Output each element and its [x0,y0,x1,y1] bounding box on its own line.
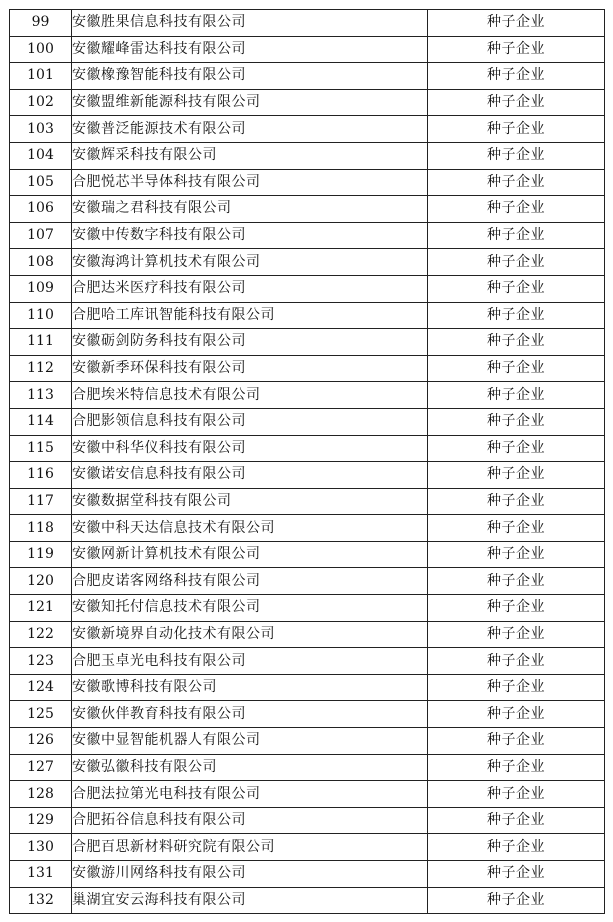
table-row [10,728,605,755]
table-row [10,222,605,249]
category-cell: 种子企业 [428,595,605,622]
row-number-cell: 116 [10,462,72,489]
table-row [10,382,605,409]
category-cell: 种子企业 [428,728,605,755]
table-row [10,861,605,888]
row-number-cell: 110 [10,302,72,329]
company-list-table [9,9,605,914]
category-cell: 种子企业 [428,435,605,462]
table-row [10,10,605,37]
category-cell: 种子企业 [428,302,605,329]
company-name-cell: 安徽中科天达信息技术有限公司 [72,515,428,542]
table-row [10,887,605,914]
row-number-cell: 100 [10,36,72,63]
table-row [10,515,605,542]
row-number-cell: 126 [10,728,72,755]
category-cell: 种子企业 [428,116,605,143]
company-name-cell: 安徽耀峰雷达科技有限公司 [72,36,428,63]
table-row [10,621,605,648]
row-number-cell: 124 [10,674,72,701]
category-cell: 种子企业 [428,275,605,302]
company-name-cell: 安徽新境界自动化技术有限公司 [72,621,428,648]
row-number-cell: 120 [10,568,72,595]
row-number-cell: 102 [10,89,72,116]
table-row [10,701,605,728]
category-cell: 种子企业 [428,142,605,169]
category-cell: 种子企业 [428,355,605,382]
table-row [10,781,605,808]
company-name-cell: 安徽数据堂科技有限公司 [72,488,428,515]
table-row [10,36,605,63]
category-cell: 种子企业 [428,329,605,356]
company-name-cell: 安徽中显智能机器人有限公司 [72,728,428,755]
row-number-cell: 108 [10,249,72,276]
row-number-cell: 113 [10,382,72,409]
company-name-cell: 安徽中传数字科技有限公司 [72,222,428,249]
row-number-cell: 121 [10,595,72,622]
table-row [10,435,605,462]
row-number-cell: 125 [10,701,72,728]
row-number-cell: 115 [10,435,72,462]
table-row [10,595,605,622]
company-name-cell: 合肥法拉第光电科技有限公司 [72,781,428,808]
table-row [10,488,605,515]
row-number-cell: 128 [10,781,72,808]
row-number-cell: 114 [10,408,72,435]
row-number-cell: 106 [10,196,72,223]
company-name-cell: 合肥拓谷信息科技有限公司 [72,807,428,834]
table-row [10,568,605,595]
row-number-cell: 107 [10,222,72,249]
category-cell: 种子企业 [428,648,605,675]
table-row [10,329,605,356]
row-number-cell: 109 [10,275,72,302]
row-number-cell: 105 [10,169,72,196]
row-number-cell: 104 [10,142,72,169]
company-name-cell: 合肥达米医疗科技有限公司 [72,275,428,302]
company-name-cell: 安徽诺安信息科技有限公司 [72,462,428,489]
row-number-cell: 117 [10,488,72,515]
company-name-cell: 安徽伙伴教育科技有限公司 [72,701,428,728]
row-number-cell: 122 [10,621,72,648]
category-cell: 种子企业 [428,621,605,648]
category-cell: 种子企业 [428,887,605,914]
category-cell: 种子企业 [428,462,605,489]
row-number-cell: 129 [10,807,72,834]
table-row [10,754,605,781]
row-number-cell: 131 [10,861,72,888]
company-name-cell: 安徽中科华仪科技有限公司 [72,435,428,462]
table-row [10,648,605,675]
row-number-cell: 123 [10,648,72,675]
category-cell: 种子企业 [428,222,605,249]
category-cell: 种子企业 [428,701,605,728]
company-name-cell: 安徽网新计算机技术有限公司 [72,541,428,568]
company-name-cell: 合肥哈工库讯智能科技有限公司 [72,302,428,329]
category-cell: 种子企业 [428,10,605,37]
table-row [10,142,605,169]
table-row [10,541,605,568]
category-cell: 种子企业 [428,781,605,808]
company-name-cell: 安徽胜果信息科技有限公司 [72,10,428,37]
row-number-cell: 127 [10,754,72,781]
table-row [10,674,605,701]
company-name-cell: 安徽普泛能源技术有限公司 [72,116,428,143]
table-row [10,275,605,302]
category-cell: 种子企业 [428,541,605,568]
table-row [10,249,605,276]
company-name-cell: 安徽弘徽科技有限公司 [72,754,428,781]
table-body [10,10,605,914]
company-name-cell: 合肥玉卓光电科技有限公司 [72,648,428,675]
category-cell: 种子企业 [428,861,605,888]
company-name-cell: 安徽盟维新能源科技有限公司 [72,89,428,116]
table-row [10,63,605,90]
category-cell: 种子企业 [428,63,605,90]
company-name-cell: 合肥影领信息科技有限公司 [72,408,428,435]
table-row [10,89,605,116]
row-number-cell: 119 [10,541,72,568]
row-number-cell: 118 [10,515,72,542]
table-row [10,408,605,435]
company-name-cell: 巢湖宜安云海科技有限公司 [72,887,428,914]
company-name-cell: 安徽游川网络科技有限公司 [72,861,428,888]
table-row [10,169,605,196]
row-number-cell: 132 [10,887,72,914]
row-number-cell: 99 [10,10,72,37]
category-cell: 种子企业 [428,488,605,515]
category-cell: 种子企业 [428,382,605,409]
category-cell: 种子企业 [428,807,605,834]
company-name-cell: 合肥埃米特信息技术有限公司 [72,382,428,409]
row-number-cell: 101 [10,63,72,90]
category-cell: 种子企业 [428,568,605,595]
company-name-cell: 安徽瑞之君科技有限公司 [72,196,428,223]
company-name-cell: 合肥悦芯半导体科技有限公司 [72,169,428,196]
category-cell: 种子企业 [428,408,605,435]
category-cell: 种子企业 [428,674,605,701]
company-name-cell: 安徽歌博科技有限公司 [72,674,428,701]
company-name-cell: 安徽知托付信息技术有限公司 [72,595,428,622]
category-cell: 种子企业 [428,36,605,63]
category-cell: 种子企业 [428,89,605,116]
row-number-cell: 130 [10,834,72,861]
category-cell: 种子企业 [428,515,605,542]
table-row [10,116,605,143]
category-cell: 种子企业 [428,249,605,276]
company-name-cell: 安徽海鸿计算机技术有限公司 [72,249,428,276]
company-name-cell: 安徽新季环保科技有限公司 [72,355,428,382]
table-row [10,196,605,223]
company-name-cell: 安徽橡豫智能科技有限公司 [72,63,428,90]
category-cell: 种子企业 [428,169,605,196]
table-row [10,355,605,382]
company-name-cell: 安徽砺剑防务科技有限公司 [72,329,428,356]
table-row [10,834,605,861]
category-cell: 种子企业 [428,196,605,223]
company-name-cell: 合肥皮诺客网络科技有限公司 [72,568,428,595]
table-row [10,807,605,834]
category-cell: 种子企业 [428,754,605,781]
table-row [10,462,605,489]
company-name-cell: 合肥百思新材料研究院有限公司 [72,834,428,861]
row-number-cell: 112 [10,355,72,382]
table-row [10,302,605,329]
company-name-cell: 安徽辉采科技有限公司 [72,142,428,169]
category-cell: 种子企业 [428,834,605,861]
row-number-cell: 103 [10,116,72,143]
row-number-cell: 111 [10,329,72,356]
